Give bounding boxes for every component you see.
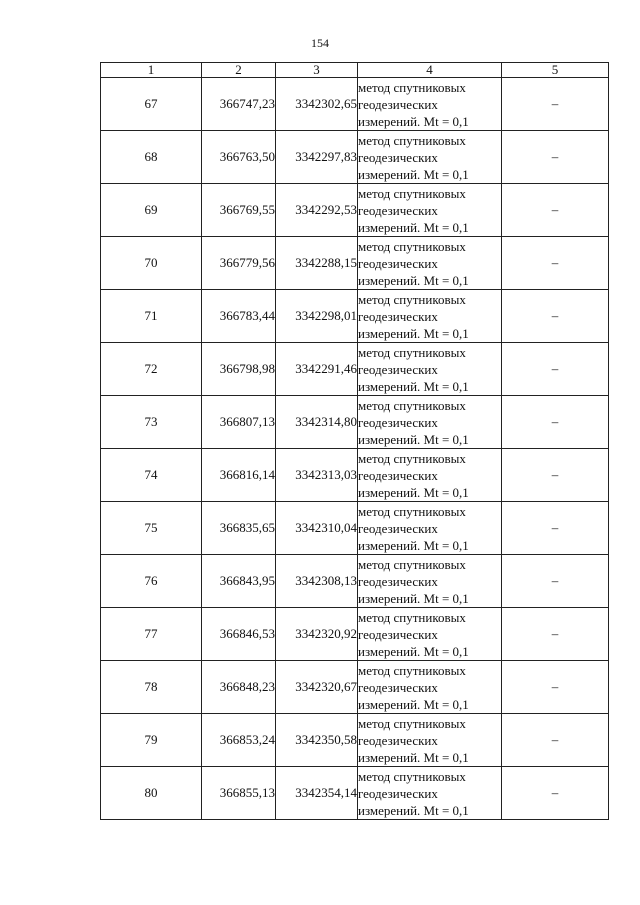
- table-row: [101, 608, 609, 661]
- y-coordinate-cell: 3342310,04: [276, 502, 358, 555]
- method-line: метод спутниковых: [358, 662, 466, 678]
- note-cell: –: [502, 502, 609, 555]
- method-line: измерений. Mt = 0,1: [358, 113, 469, 129]
- table-row: [101, 290, 609, 343]
- method-line: метод спутниковых: [358, 609, 466, 625]
- method-line: метод спутниковых: [358, 768, 466, 784]
- x-coordinate-cell: 366783,44: [202, 290, 276, 343]
- method-line: измерений. Mt = 0,1: [358, 590, 469, 606]
- method-line: метод спутниковых: [358, 503, 466, 519]
- point-number-cell: 68: [101, 131, 202, 184]
- method-line: измерений. Mt = 0,1: [358, 749, 469, 765]
- method-line: метод спутниковых: [358, 344, 466, 360]
- x-coordinate-cell: 366835,65: [202, 502, 276, 555]
- note-cell: –: [502, 661, 609, 714]
- header-cell-4: 4: [358, 63, 502, 78]
- y-coordinate-cell: 3342350,58: [276, 714, 358, 767]
- point-number-cell: 80: [101, 767, 202, 820]
- method-line: геодезических: [358, 414, 438, 430]
- table-row: [101, 661, 609, 714]
- y-coordinate-cell: 3342320,67: [276, 661, 358, 714]
- note-cell: –: [502, 78, 609, 131]
- method-line: геодезических: [358, 467, 438, 483]
- x-coordinate-cell: 366846,53: [202, 608, 276, 661]
- y-coordinate-cell: 3342308,13: [276, 555, 358, 608]
- method-cell: [358, 78, 502, 131]
- method-cell: [358, 449, 502, 502]
- note-cell: –: [502, 714, 609, 767]
- note-cell: –: [502, 396, 609, 449]
- point-number-cell: 74: [101, 449, 202, 502]
- method-line: метод спутниковых: [358, 132, 466, 148]
- x-coordinate-cell: 366853,24: [202, 714, 276, 767]
- table-row: [101, 502, 609, 555]
- method-line: измерений. Mt = 0,1: [358, 166, 469, 182]
- y-coordinate-cell: 3342298,01: [276, 290, 358, 343]
- method-line: геодезических: [358, 308, 438, 324]
- y-coordinate-cell: 3342313,03: [276, 449, 358, 502]
- note-cell: –: [502, 184, 609, 237]
- method-line: метод спутниковых: [358, 79, 466, 95]
- method-line: геодезических: [358, 520, 438, 536]
- table-row: [101, 343, 609, 396]
- method-line: метод спутниковых: [358, 185, 466, 201]
- point-number-cell: 71: [101, 290, 202, 343]
- method-cell: [358, 661, 502, 714]
- table-row: [101, 131, 609, 184]
- point-number-cell: 73: [101, 396, 202, 449]
- x-coordinate-cell: 366848,23: [202, 661, 276, 714]
- method-line: геодезических: [358, 255, 438, 271]
- x-coordinate-cell: 366779,56: [202, 237, 276, 290]
- method-line: геодезических: [358, 361, 438, 377]
- header-cell-3: 3: [276, 63, 358, 78]
- x-coordinate-cell: 366816,14: [202, 449, 276, 502]
- note-cell: –: [502, 237, 609, 290]
- table-row: [101, 184, 609, 237]
- method-line: геодезических: [358, 149, 438, 165]
- method-line: метод спутниковых: [358, 397, 466, 413]
- method-cell: [358, 131, 502, 184]
- x-coordinate-cell: 366763,50: [202, 131, 276, 184]
- method-line: метод спутниковых: [358, 556, 466, 572]
- header-cell-1: 1: [101, 63, 202, 78]
- table-row: [101, 396, 609, 449]
- y-coordinate-cell: 3342288,15: [276, 237, 358, 290]
- y-coordinate-cell: 3342320,92: [276, 608, 358, 661]
- point-number-cell: 78: [101, 661, 202, 714]
- note-cell: –: [502, 131, 609, 184]
- method-cell: [358, 343, 502, 396]
- y-coordinate-cell: 3342354,14: [276, 767, 358, 820]
- point-number-cell: 79: [101, 714, 202, 767]
- y-coordinate-cell: 3342297,83: [276, 131, 358, 184]
- method-line: метод спутниковых: [358, 450, 466, 466]
- point-number-cell: 77: [101, 608, 202, 661]
- method-line: метод спутниковых: [358, 715, 466, 731]
- y-coordinate-cell: 3342292,53: [276, 184, 358, 237]
- method-line: измерений. Mt = 0,1: [358, 272, 469, 288]
- method-cell: [358, 767, 502, 820]
- point-number-cell: 69: [101, 184, 202, 237]
- method-cell: [358, 237, 502, 290]
- note-cell: –: [502, 290, 609, 343]
- table-row: [101, 237, 609, 290]
- point-number-cell: 70: [101, 237, 202, 290]
- method-cell: [358, 396, 502, 449]
- method-line: геодезических: [358, 732, 438, 748]
- table-row: [101, 78, 609, 131]
- page-number: 154: [311, 36, 329, 50]
- table-body: [101, 78, 609, 820]
- y-coordinate-cell: 3342302,65: [276, 78, 358, 131]
- method-cell: [358, 184, 502, 237]
- table-row: [101, 555, 609, 608]
- note-cell: –: [502, 555, 609, 608]
- point-number-cell: 67: [101, 78, 202, 131]
- method-cell: [358, 502, 502, 555]
- y-coordinate-cell: 3342314,80: [276, 396, 358, 449]
- table-row: [101, 714, 609, 767]
- header-cell-2: 2: [202, 63, 276, 78]
- x-coordinate-cell: 366747,23: [202, 78, 276, 131]
- x-coordinate-cell: 366798,98: [202, 343, 276, 396]
- method-line: метод спутниковых: [358, 291, 466, 307]
- table-row: [101, 767, 609, 820]
- coordinates-table: [100, 62, 609, 820]
- note-cell: –: [502, 343, 609, 396]
- method-line: измерений. Mt = 0,1: [358, 431, 469, 447]
- x-coordinate-cell: 366855,13: [202, 767, 276, 820]
- point-number-cell: 72: [101, 343, 202, 396]
- note-cell: –: [502, 608, 609, 661]
- method-line: измерений. Mt = 0,1: [358, 802, 469, 818]
- x-coordinate-cell: 366807,13: [202, 396, 276, 449]
- method-cell: [358, 608, 502, 661]
- method-line: измерений. Mt = 0,1: [358, 378, 469, 394]
- method-line: геодезических: [358, 626, 438, 642]
- point-number-cell: 76: [101, 555, 202, 608]
- header-cell-5: 5: [502, 63, 609, 78]
- method-cell: [358, 555, 502, 608]
- table-row: [101, 449, 609, 502]
- method-line: измерений. Mt = 0,1: [358, 696, 469, 712]
- method-line: измерений. Mt = 0,1: [358, 484, 469, 500]
- method-line: измерений. Mt = 0,1: [358, 325, 469, 341]
- method-line: геодезических: [358, 785, 438, 801]
- method-line: геодезических: [358, 96, 438, 112]
- table-header-row: [101, 63, 609, 78]
- method-cell: [358, 290, 502, 343]
- method-line: геодезических: [358, 679, 438, 695]
- method-line: измерений. Mt = 0,1: [358, 643, 469, 659]
- x-coordinate-cell: 366769,55: [202, 184, 276, 237]
- method-line: метод спутниковых: [358, 238, 466, 254]
- y-coordinate-cell: 3342291,46: [276, 343, 358, 396]
- point-number-cell: 75: [101, 502, 202, 555]
- method-line: измерений. Mt = 0,1: [358, 537, 469, 553]
- note-cell: –: [502, 449, 609, 502]
- x-coordinate-cell: 366843,95: [202, 555, 276, 608]
- method-cell: [358, 714, 502, 767]
- method-line: измерений. Mt = 0,1: [358, 219, 469, 235]
- method-line: геодезических: [358, 202, 438, 218]
- method-line: геодезических: [358, 573, 438, 589]
- note-cell: –: [502, 767, 609, 820]
